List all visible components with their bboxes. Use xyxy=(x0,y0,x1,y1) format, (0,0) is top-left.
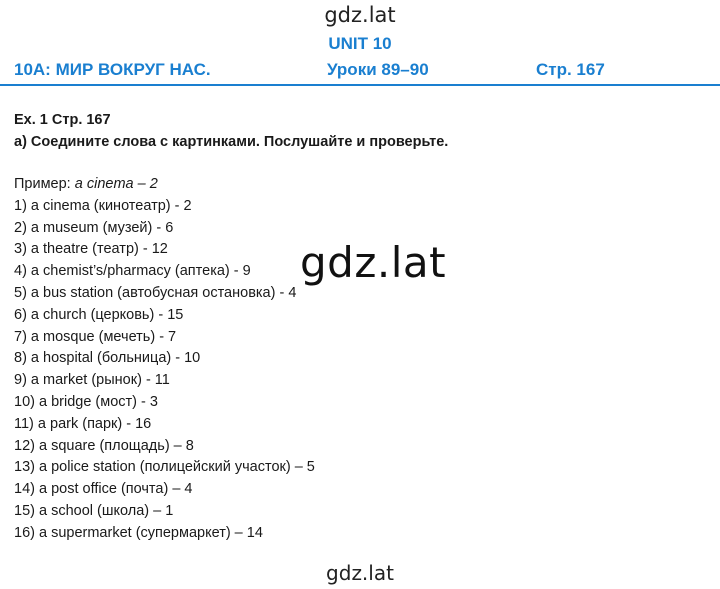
section-title: 10A: МИР ВОКРУГ НАС. xyxy=(14,60,211,79)
answer-item: 14) a post office (почта) – 4 xyxy=(14,481,193,498)
answers-list xyxy=(14,174,315,545)
answer-item: 15) a school (школа) – 1 xyxy=(14,502,174,519)
example-line xyxy=(14,174,315,196)
page-label: Стр. 167 xyxy=(536,60,605,79)
answer-item: 2) a museum (музей) - 6 xyxy=(14,219,174,236)
header-divider xyxy=(0,84,720,86)
unit-title: UNIT 10 xyxy=(328,34,392,53)
answer-item: 6) a church (церковь) - 15 xyxy=(14,306,184,323)
answer-item: 3) a theatre (театр) - 12 xyxy=(14,241,168,258)
answer-item: 16) a supermarket (супермаркет) – 14 xyxy=(14,524,263,541)
exercise-heading xyxy=(14,109,448,153)
exercise-task: a) Соедините слова с картинками. Послушайте и проверьте. xyxy=(14,134,449,150)
answer-item: 13) a police station (полицейский участок) – 5 xyxy=(14,459,315,476)
section-header xyxy=(0,60,720,82)
exercise-number: Ex. 1 Стр. 167 xyxy=(14,112,111,128)
answer-item: 7) a mosque (мечеть) - 7 xyxy=(14,328,177,345)
answer-item: 4) a chemist’s/pharmacy (аптека) - 9 xyxy=(14,263,251,280)
watermark-top: gdz.lat xyxy=(324,3,396,27)
answer-item: 9) a market (рынок) - 11 xyxy=(14,372,170,389)
watermark-bottom: gdz.lat xyxy=(326,561,394,585)
example-value: a cinema – 2 xyxy=(74,176,158,192)
answer-item: 10) a bridge (мост) - 3 xyxy=(14,393,158,410)
answer-item: 12) a square (площадь) – 8 xyxy=(14,437,194,454)
answer-item: 8) a hospital (больница) - 10 xyxy=(14,350,201,367)
example-label: Пример: xyxy=(14,176,75,192)
watermark-center: gdz.lat xyxy=(300,238,447,287)
answer-item: 5) a bus station (автобусная остановка) - 4 xyxy=(14,284,297,301)
lessons-label: Уроки 89–90 xyxy=(327,60,429,79)
answer-item: 1) a cinema (кинотеатр) - 2 xyxy=(14,197,192,214)
answer-item: 11) a park (парк) - 16 xyxy=(14,415,152,432)
